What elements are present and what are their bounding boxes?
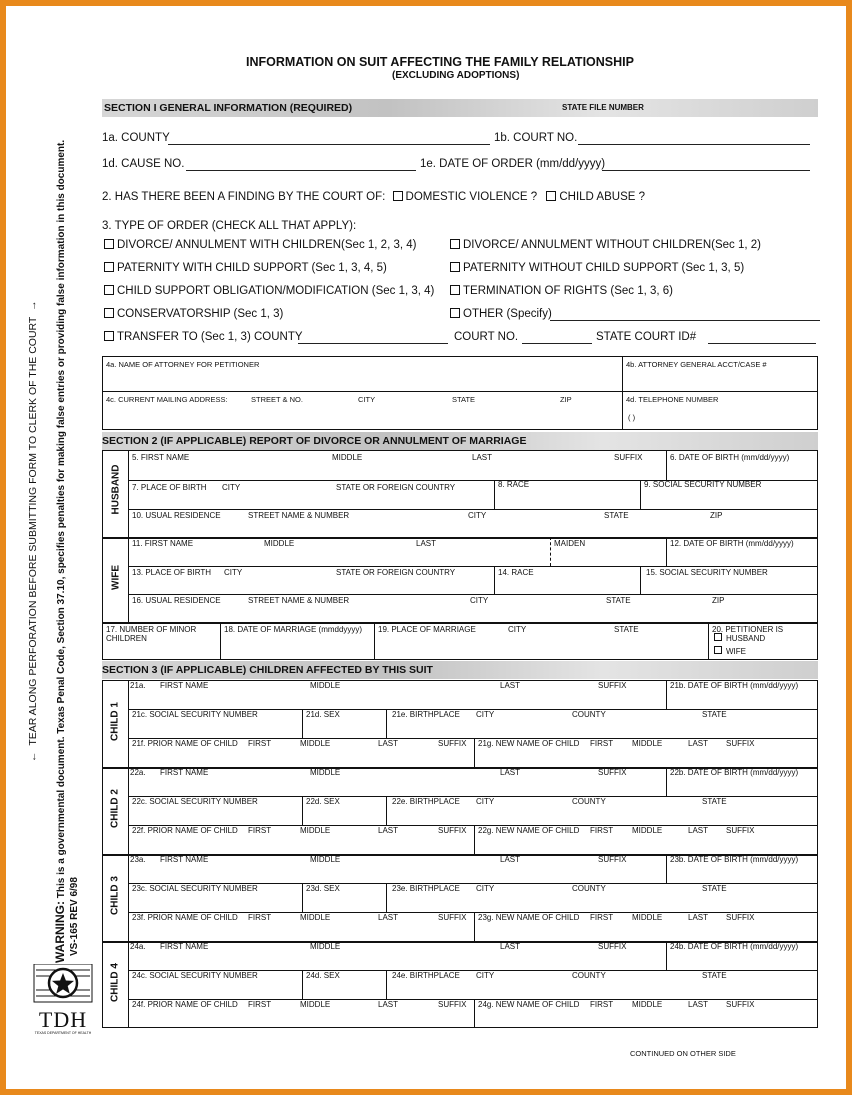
divider	[386, 883, 387, 912]
transfer-option[interactable]	[104, 331, 303, 343]
form-subtitle: (EXCLUDING ADOPTIONS)	[392, 70, 520, 81]
divider	[708, 622, 709, 660]
divider	[102, 622, 818, 624]
child-city: CITY	[476, 971, 495, 980]
order-checkbox[interactable]	[104, 308, 114, 318]
child-sex: 23d. SEX	[306, 884, 340, 893]
h-suffix: SUFFIX	[614, 453, 643, 462]
order-label: CONSERVATORSHIP (Sec 1, 3)	[117, 308, 284, 320]
street-no-label: STREET & NO.	[251, 395, 303, 404]
transfer-label: TRANSFER TO (Sec 1, 3) COUNTY	[117, 331, 303, 343]
h-ssn: 9. SOCIAL SECURITY NUMBER	[644, 480, 762, 489]
child-dob: 21b. DATE OF BIRTH (mm/dd/yyyy)	[670, 681, 799, 690]
divider	[550, 537, 551, 566]
child-county: COUNTY	[572, 971, 606, 980]
child-state: STATE	[702, 710, 727, 719]
order-checkbox[interactable]	[104, 285, 114, 295]
state-court-id-label: STATE COURT ID#	[596, 331, 697, 343]
h-last: LAST	[472, 453, 493, 462]
child-prior-name: 21f. PRIOR NAME OF CHILD	[132, 739, 238, 748]
divider	[102, 391, 818, 392]
child-prior-middle: MIDDLE	[300, 826, 331, 835]
child-last: LAST	[500, 681, 521, 690]
logo-subtext: TEXAS DEPARTMENT OF HEALTH	[34, 1031, 92, 1035]
child-first-name: FIRST NAME	[160, 768, 209, 777]
child-new-suffix: SUFFIX	[726, 1000, 755, 1009]
divider	[640, 480, 641, 509]
logo-text: TDH	[38, 1007, 88, 1032]
divider	[666, 450, 667, 480]
child-prior-middle: MIDDLE	[300, 739, 331, 748]
state-label: STATE	[452, 395, 476, 404]
city-label: CITY	[358, 395, 376, 404]
other-specify-input[interactable]	[550, 320, 820, 321]
arrow-icon: ←	[27, 745, 39, 762]
h-street-name: STREET NAME & NUMBER	[248, 511, 350, 520]
h-usual-residence: 10. USUAL RESIDENCE	[132, 511, 221, 520]
tear-instruction	[27, 300, 39, 762]
w-res-state: STATE	[606, 596, 631, 605]
w-maiden: MAIDEN	[554, 539, 586, 548]
child-a: 21a.	[130, 681, 146, 690]
child-dob: 24b. DATE OF BIRTH (mm/dd/yyyy)	[670, 942, 799, 951]
child-sex: 24d. SEX	[306, 971, 340, 980]
section2-title: SECTION 2 (IF APPLICABLE) REPORT OF DIVORCE OR ANNULMENT OF MARRIAGE	[102, 435, 527, 447]
state-court-id-input[interactable]	[708, 343, 816, 344]
minor-children-label: 17. NUMBER OF MINOR	[106, 625, 197, 634]
child-new-name: 23g. NEW NAME OF CHILD	[478, 913, 580, 922]
child-prior-suffix: SUFFIX	[438, 826, 467, 835]
child-ssn: 21c. SOCIAL SECURITY NUMBER	[132, 710, 258, 719]
child-county: COUNTY	[572, 710, 606, 719]
divider	[666, 537, 667, 566]
minor-children-label-2: CHILDREN	[106, 634, 147, 643]
w-state-foreign: STATE OR FOREIGN COUNTRY	[336, 568, 456, 577]
husband-checkbox[interactable]	[714, 633, 722, 641]
order-checkbox[interactable]	[450, 308, 460, 318]
child-prior-middle: MIDDLE	[300, 913, 331, 922]
child-abuse-checkbox[interactable]	[546, 191, 556, 201]
order-checkbox[interactable]	[450, 262, 460, 272]
order-label: OTHER (Specify)	[463, 308, 552, 320]
child-last: LAST	[500, 942, 521, 951]
petitioner-wife[interactable]	[714, 646, 746, 656]
child-suffix: SUFFIX	[598, 855, 627, 864]
child-prior-first: FIRST	[248, 826, 272, 835]
w-city: CITY	[224, 568, 243, 577]
warning-body: This is a governmental document. Texas Penal Code, Section 37.10, specifies penalties for making false entries or providing false information in this document.	[56, 139, 67, 899]
marriage-state: STATE	[614, 625, 639, 634]
cause-no-label: 1d. CAUSE NO.	[102, 158, 185, 170]
divider	[494, 566, 495, 594]
order-label: DIVORCE/ ANNULMENT WITH CHILDREN(Sec 1, 2, 3, 4)	[117, 239, 417, 251]
order-option[interactable]	[104, 285, 434, 297]
child-label: CHILD 4	[109, 963, 121, 1002]
child-a: 23a.	[130, 855, 146, 864]
divider	[474, 825, 475, 854]
child-prior-name: 23f. PRIOR NAME OF CHILD	[132, 913, 238, 922]
child-label: CHILD 2	[109, 789, 121, 828]
section1-title: SECTION I GENERAL INFORMATION (REQUIRED)	[104, 102, 353, 114]
w-res-city: CITY	[470, 596, 489, 605]
child-abuse-label: CHILD ABUSE ?	[559, 191, 646, 203]
w-first-name: 11. FIRST NAME	[132, 539, 194, 548]
county-input[interactable]	[168, 144, 490, 145]
child-new-suffix: SUFFIX	[726, 913, 755, 922]
w-last: LAST	[416, 539, 437, 548]
place-of-marriage-label: 19. PLACE OF MARRIAGE	[378, 625, 476, 634]
warning-text	[53, 140, 67, 963]
w-middle: MIDDLE	[264, 539, 295, 548]
cause-no-input[interactable]	[186, 170, 416, 171]
divider	[374, 622, 375, 660]
continued-note: CONTINUED ON OTHER SIDE	[630, 1049, 736, 1058]
order-option[interactable]	[450, 239, 761, 251]
divider	[302, 970, 303, 999]
court-no-input[interactable]	[578, 144, 810, 145]
child-ssn: 22c. SOCIAL SECURITY NUMBER	[132, 797, 258, 806]
order-option[interactable]	[450, 285, 673, 297]
child-county: COUNTY	[572, 797, 606, 806]
child-new-last: LAST	[688, 739, 709, 748]
divider	[666, 680, 667, 709]
arrow-icon: →	[27, 300, 39, 317]
order-option[interactable]	[104, 262, 387, 274]
child-city: CITY	[476, 797, 495, 806]
h-state-foreign: STATE OR FOREIGN COUNTRY	[336, 483, 456, 492]
order-checkbox[interactable]	[450, 285, 460, 295]
form-page	[6, 6, 846, 1089]
divider	[666, 854, 667, 883]
wife-checkbox[interactable]	[714, 646, 722, 654]
tdh-logo	[30, 964, 96, 1035]
child-new-first: FIRST	[590, 913, 614, 922]
divider	[386, 796, 387, 825]
child-ssn: 24c. SOCIAL SECURITY NUMBER	[132, 971, 258, 980]
zip-label: ZIP	[560, 395, 572, 404]
child-suffix: SUFFIX	[598, 768, 627, 777]
order-checkbox[interactable]	[104, 239, 114, 249]
child-new-suffix: SUFFIX	[726, 739, 755, 748]
tear-text: TEAR ALONG PERFORATION BEFORE SUBMITTING FORM TO CLERK OF THE COURT	[27, 316, 39, 746]
child-label: CHILD 3	[109, 876, 121, 915]
child-label: CHILD 1	[109, 702, 121, 741]
order-label: DIVORCE/ ANNULMENT WITHOUT CHILDREN(Sec 1, 2)	[463, 239, 761, 251]
child-suffix: SUFFIX	[598, 681, 627, 690]
order-label: TERMINATION OF RIGHTS (Sec 1, 3, 6)	[463, 285, 674, 297]
transfer-county-input[interactable]	[298, 343, 448, 344]
form-number: VS-165 REV 6/98	[69, 877, 80, 956]
date-of-marriage-label: 18. DATE OF MARRIAGE (mmddyyyy)	[224, 625, 363, 634]
child-state: STATE	[702, 797, 727, 806]
wife-label: WIFE	[110, 565, 122, 590]
child-sex: 21d. SEX	[306, 710, 340, 719]
order-checkbox[interactable]	[450, 239, 460, 249]
child-state: STATE	[702, 884, 727, 893]
child-prior-first: FIRST	[248, 1000, 272, 1009]
divider	[128, 509, 818, 510]
warning-label: WARNING:	[53, 901, 67, 963]
w-place-of-birth: 13. PLACE OF BIRTH	[132, 568, 211, 577]
child-a: 22a.	[130, 768, 146, 777]
order-label: CHILD SUPPORT OBLIGATION/MODIFICATION (Sec 1, 3, 4)	[117, 285, 435, 297]
child-first-name: FIRST NAME	[160, 681, 209, 690]
child-middle: MIDDLE	[310, 942, 341, 951]
h-race: 8. RACE	[498, 480, 530, 489]
child-prior-last: LAST	[378, 1000, 399, 1009]
w-dob: 12. DATE OF BIRTH (mm/dd/yyyy)	[670, 539, 794, 548]
child-new-last: LAST	[688, 1000, 709, 1009]
marriage-city: CITY	[508, 625, 527, 634]
child-prior-name: 22f. PRIOR NAME OF CHILD	[132, 826, 238, 835]
attorney-name-label: 4a. NAME OF ATTORNEY FOR PETITIONER	[106, 360, 260, 369]
divider	[474, 738, 475, 767]
divider	[128, 450, 129, 622]
child-prior-suffix: SUFFIX	[438, 913, 467, 922]
section1-header	[102, 99, 818, 117]
child-new-middle: MIDDLE	[632, 826, 663, 835]
child-new-last: LAST	[688, 826, 709, 835]
w-usual-residence: 16. USUAL RESIDENCE	[132, 596, 221, 605]
child-birthplace: 21e. BIRTHPLACE	[392, 710, 460, 719]
divider	[666, 941, 667, 970]
child-city: CITY	[476, 710, 495, 719]
domestic-violence-label: DOMESTIC VIOLENCE ?	[405, 191, 538, 203]
divider	[302, 796, 303, 825]
child-last: LAST	[500, 855, 521, 864]
section3-header	[102, 661, 818, 679]
h-first-name: 5. FIRST NAME	[132, 453, 190, 462]
order-checkbox[interactable]	[104, 262, 114, 272]
child-prior-suffix: SUFFIX	[438, 739, 467, 748]
order-option[interactable]	[104, 308, 283, 320]
child-prior-name: 24f. PRIOR NAME OF CHILD	[132, 1000, 238, 1009]
child-last: LAST	[500, 768, 521, 777]
child-first-name: FIRST NAME	[160, 855, 209, 864]
child-dob: 23b. DATE OF BIRTH (mm/dd/yyyy)	[670, 855, 799, 864]
divider	[302, 883, 303, 912]
domestic-violence-checkbox[interactable]	[393, 191, 403, 201]
transfer-court-no-input[interactable]	[522, 343, 592, 344]
telephone-label: 4d. TELEPHONE NUMBER	[626, 395, 719, 404]
type-of-order-label: 3. TYPE OF ORDER (CHECK ALL THAT APPLY):	[102, 220, 357, 232]
h-res-state: STATE	[604, 511, 629, 520]
child-new-middle: MIDDLE	[632, 1000, 663, 1009]
court-no-label: 1b. COURT NO.	[494, 132, 578, 144]
h-middle: MIDDLE	[332, 453, 363, 462]
child-new-first: FIRST	[590, 739, 614, 748]
divider	[640, 566, 641, 594]
date-of-order-input[interactable]	[602, 170, 810, 171]
child-new-suffix: SUFFIX	[726, 826, 755, 835]
order-option[interactable]	[104, 239, 416, 251]
divider	[494, 480, 495, 509]
w-race: 14. RACE	[498, 568, 534, 577]
w-res-zip: ZIP	[712, 596, 725, 605]
child-prior-last: LAST	[378, 826, 399, 835]
child-middle: MIDDLE	[310, 855, 341, 864]
child-a: 24a.	[130, 942, 146, 951]
child-new-middle: MIDDLE	[632, 739, 663, 748]
finding-question	[102, 191, 645, 203]
divider	[386, 970, 387, 999]
h-dob: 6. DATE OF BIRTH (mm/dd/yyyy)	[670, 453, 790, 462]
divider	[666, 767, 667, 796]
child-dob: 22b. DATE OF BIRTH (mm/dd/yyyy)	[670, 768, 799, 777]
child-ssn: 23c. SOCIAL SECURITY NUMBER	[132, 884, 258, 893]
county-label: 1a. COUNTY	[102, 132, 170, 144]
child-prior-last: LAST	[378, 739, 399, 748]
child-city: CITY	[476, 884, 495, 893]
child-new-name: 24g. NEW NAME OF CHILD	[478, 1000, 580, 1009]
petitioner-husband[interactable]	[714, 633, 765, 643]
child-sex: 22d. SEX	[306, 797, 340, 806]
divider	[302, 709, 303, 738]
finding-label: 2. HAS THERE BEEN A FINDING BY THE COURT OF:	[102, 191, 386, 203]
child-prior-middle: MIDDLE	[300, 1000, 331, 1009]
mailing-address-label: 4c. CURRENT MAILING ADDRESS:	[106, 395, 228, 404]
date-of-order-label: 1e. DATE OF ORDER (mm/dd/yyyy)	[420, 158, 606, 170]
child-new-first: FIRST	[590, 1000, 614, 1009]
divider	[128, 566, 818, 567]
h-res-zip: ZIP	[710, 511, 723, 520]
child-state: STATE	[702, 971, 727, 980]
divider	[622, 356, 623, 430]
child-middle: MIDDLE	[310, 681, 341, 690]
h-res-city: CITY	[468, 511, 487, 520]
divider	[474, 999, 475, 1028]
section3-title: SECTION 3 (IF APPLICABLE) CHILDREN AFFECTED BY THIS SUIT	[102, 664, 433, 676]
ag-acct-label: 4b. ATTORNEY GENERAL ACCT/CASE #	[626, 360, 767, 369]
husband-label: HUSBAND	[110, 464, 122, 515]
w-street-name: STREET NAME & NUMBER	[248, 596, 350, 605]
transfer-checkbox[interactable]	[104, 331, 114, 341]
divider	[220, 622, 221, 660]
child-new-middle: MIDDLE	[632, 913, 663, 922]
child-birthplace: 24e. BIRTHPLACE	[392, 971, 460, 980]
child-prior-suffix: SUFFIX	[438, 1000, 467, 1009]
divider	[386, 709, 387, 738]
child-new-last: LAST	[688, 913, 709, 922]
order-option[interactable]	[450, 262, 744, 274]
order-label: PATERNITY WITHOUT CHILD SUPPORT (Sec 1, 3, 5)	[463, 262, 745, 274]
divider	[128, 594, 818, 595]
section2-header	[102, 432, 818, 450]
child-new-name: 22g. NEW NAME OF CHILD	[478, 826, 580, 835]
h-city: CITY	[222, 483, 241, 492]
child-prior-last: LAST	[378, 913, 399, 922]
child-prior-first: FIRST	[248, 913, 272, 922]
divider	[474, 912, 475, 941]
child-first-name: FIRST NAME	[160, 942, 209, 951]
child-birthplace: 23e. BIRTHPLACE	[392, 884, 460, 893]
transfer-court-no-label: COURT NO.	[454, 331, 519, 343]
child-prior-first: FIRST	[248, 739, 272, 748]
wife-option-label: WIFE	[726, 647, 746, 656]
child-middle: MIDDLE	[310, 768, 341, 777]
child-county: COUNTY	[572, 884, 606, 893]
child-new-name: 21g. NEW NAME OF CHILD	[478, 739, 580, 748]
form-title: INFORMATION ON SUIT AFFECTING THE FAMILY RELATIONSHIP	[246, 55, 634, 69]
order-label: PATERNITY WITH CHILD SUPPORT (Sec 1, 3, 4, 5)	[117, 262, 387, 274]
husband-option-label: HUSBAND	[726, 634, 766, 643]
petitioner-label: 20. PETITIONER IS	[712, 625, 784, 634]
w-ssn: 15. SOCIAL SECURITY NUMBER	[646, 568, 768, 577]
state-file-label: STATE FILE NUMBER	[562, 103, 644, 112]
child-birthplace: 22e. BIRTHPLACE	[392, 797, 460, 806]
h-place-of-birth: 7. PLACE OF BIRTH	[132, 483, 207, 492]
child-suffix: SUFFIX	[598, 942, 627, 951]
star-seal-icon	[30, 964, 96, 1004]
order-option[interactable]	[450, 308, 552, 320]
telephone-paren: ( )	[628, 413, 636, 422]
child-new-first: FIRST	[590, 826, 614, 835]
